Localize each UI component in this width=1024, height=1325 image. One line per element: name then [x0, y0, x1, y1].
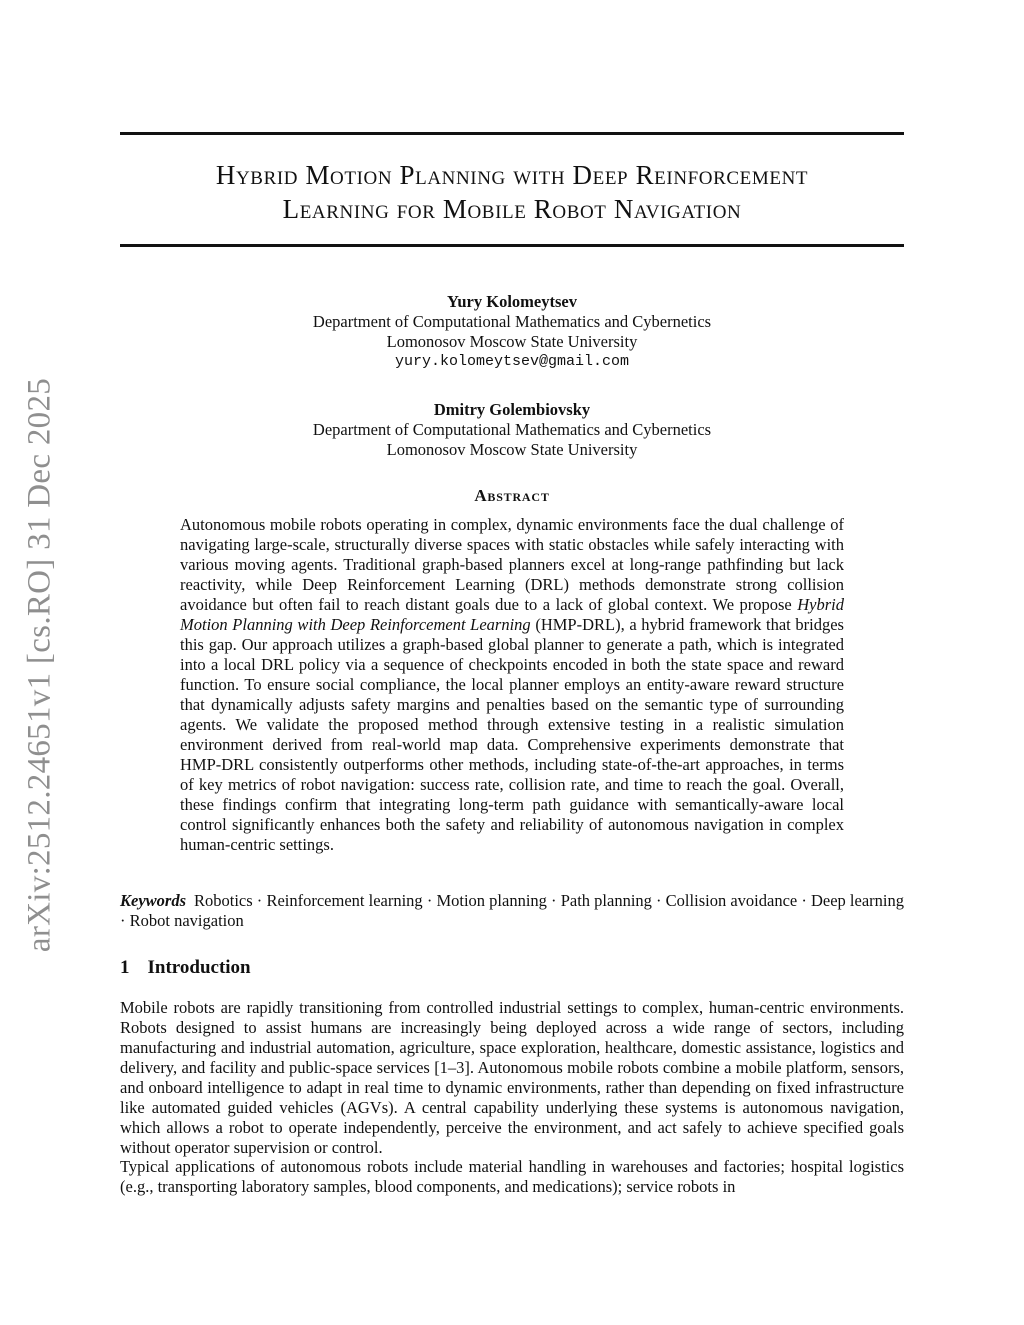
title-line-2: Learning for Mobile Robot Navigation [282, 194, 742, 224]
section-heading-introduction [120, 957, 251, 979]
title-top-rule [120, 132, 904, 135]
arxiv-identifier: arXiv:2512.24651v1 [cs.RO] 31 Dec 2025 [21, 377, 58, 953]
author-university: Lomonosov Moscow State University [386, 332, 638, 351]
title-line-1: Hybrid Motion Planning with Deep Reinforcement [215, 160, 809, 190]
keywords-list: Robotics · Reinforcement learning · Motion planning · Path planning · Collision avoidance · Deep learning · Robot navigation [120, 891, 904, 930]
abstract-text-part-1: Autonomous mobile robots operating in complex, dynamic environments face the dual challenge of navigating large-scale, structurally diverse spaces with static obstacles while safely interacting with various moving agents. Traditional graph-based planners excel at long-range pathfinding but lack reactivity, while Deep Reinforcement Learning (DRL) methods demonstrate strong collision avoidance but often fail to reach distant goals due to a lack of global context. We propose [180, 515, 844, 614]
author-block-2 [120, 400, 904, 460]
section-number: 1 [120, 957, 130, 978]
author-department: Department of Computational Mathematics and Cybernetics [312, 312, 712, 331]
paper-title [120, 158, 904, 226]
title-bottom-rule [120, 244, 904, 247]
author-university: Lomonosov Moscow State University [386, 440, 638, 459]
author-email[interactable]: yury.kolomeytsev@gmail.com [394, 353, 630, 370]
abstract-method-name: Hybrid Motion Planning with Deep Reinforcement Learning [180, 595, 844, 634]
author-block-1 [120, 292, 904, 372]
author-name: Dmitry Golembiovsky [433, 400, 591, 419]
abstract-text [180, 515, 844, 855]
author-department: Department of Computational Mathematics and Cybernetics [312, 420, 712, 439]
keywords [120, 891, 904, 931]
abstract-heading: Abstract [474, 486, 550, 505]
introduction-paragraph-1: Mobile robots are rapidly transitioning from controlled industrial settings to complex, human-centric environments. Robots designed to assist humans are increasingly being deployed across a wide range of sectors, including manufacturing and industrial automation, agriculture, space exploration, healthcare, domestic assistance, logistics and delivery, and facility and public-space services [1–3]. Autonomous mobile robots combine a mobile platform, sensors, and onboard intelligence to adapt in real time to dynamic environments, rather than depending on fixed infrastructure like automated guided vehicles (AGVs). A central capability underlying these systems is autonomous navigation, which allows a robot to operate independently, perceive the environment, and act safely to achieve specified goals without operator supervision or control. [120, 998, 904, 1157]
abstract-text-part-2: (HMP-DRL), a hybrid framework that bridges this gap. Our approach utilizes a graph-based global planner to generate a path, which is integrated into a local DRL policy via a sequence of checkpoints encoded in both the state space and reward function. To ensure social compliance, the local planner employs an entity-aware reward structure that dynamically adjusts safety margins and penalties based on the semantic type of surrounding agents. We validate the proposed method through extensive testing in a realistic simulation environment derived from real-world map data. Comprehensive experiments demonstrate that HMP-DRL consistently outperforms other methods, including state-of-the-art approaches, in terms of key metrics of robot navigation: success rate, collision rate, and time to reach the goal. Overall, these findings confirm that integrating long-term path guidance with semantically-aware local control significantly enhances both the safety and reliability of autonomous navigation in complex human-centric settings. [180, 615, 844, 854]
section-title: Introduction [147, 957, 251, 978]
author-name: Yury Kolomeytsev [446, 292, 577, 311]
keywords-label: Keywords [120, 891, 186, 910]
introduction-paragraph-2: Typical applications of autonomous robots include material handling in warehouses and factories; hospital logistics (e.g., transporting laboratory samples, blood components, and medications); service robots in [120, 1157, 904, 1196]
